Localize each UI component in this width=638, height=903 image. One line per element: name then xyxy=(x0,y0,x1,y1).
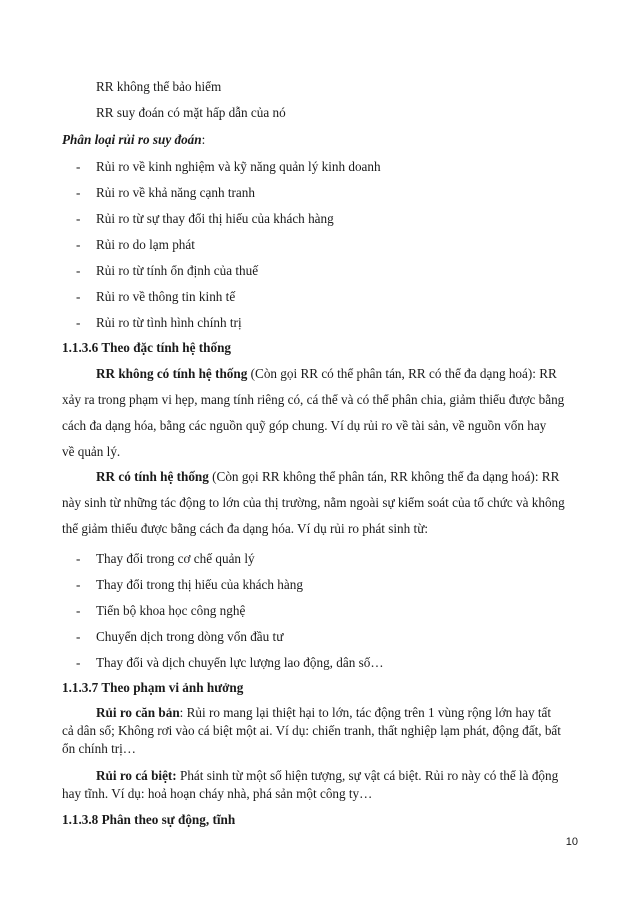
list-item: Thay đổi và dịch chuyển lực lượng lao động, dân số… xyxy=(96,655,384,670)
bullet-dash: - xyxy=(76,263,81,278)
bullet-dash: - xyxy=(76,159,81,174)
list-item: Rủi ro từ tính ổn định của thuế xyxy=(96,263,259,278)
bullet-dash: - xyxy=(76,185,81,200)
bullet-dash: - xyxy=(76,603,81,618)
page-number: 10 xyxy=(565,836,578,848)
list-item: Rủi ro do lạm phát xyxy=(96,237,195,252)
paragraph-line xyxy=(96,704,551,722)
list-item: Tiến bộ khoa học công nghệ xyxy=(96,603,246,618)
bullet-dash: - xyxy=(76,289,81,304)
speculative-heading xyxy=(62,131,205,149)
bullet-dash: - xyxy=(76,629,81,644)
speculative-heading-label: Phân loại rủi ro suy đoán xyxy=(62,132,202,147)
bullet-dash: - xyxy=(76,211,81,226)
bullet-dash: - xyxy=(76,315,81,330)
bullet-dash: - xyxy=(76,237,81,252)
bullet-dash: - xyxy=(76,655,81,670)
section-heading: 1.1.3.8 Phân theo sự động, tĩnh xyxy=(62,812,236,827)
list-item: Thay đổi trong cơ chế quản lý xyxy=(96,551,255,566)
term-definition: (Còn gọi RR có thể phân tán, RR có thể đa dạng hoá): RR xyxy=(247,366,557,381)
term-definition: (Còn gọi RR không thể phân tán, RR không thể đa dạng hoá): RR xyxy=(208,469,560,484)
paragraph-line: cả dân số; Không rơi vào cá biệt một ai. Ví dụ: chiến tranh, thất nghiệp lạm phát, động đất, bất xyxy=(62,723,561,738)
intro-line: RR suy đoán có mặt hấp dẫn của nó xyxy=(96,105,286,120)
paragraph-line: thể giảm thiểu được bằng cách đa dạng hóa. Ví dụ rủi ro phát sinh từ: xyxy=(62,521,429,536)
paragraph-line xyxy=(96,767,558,785)
paragraph-line: hay tĩnh. Ví dụ: hoả hoạn cháy nhà, phá sản một công ty… xyxy=(62,786,373,801)
list-item: Rủi ro từ sự thay đổi thị hiếu của khách hàng xyxy=(96,211,334,226)
paragraph-line: xảy ra trong phạm vi hẹp, mang tính riêng có, cá thể và có thể phân chia, giảm thiểu được bằng xyxy=(62,392,565,407)
list-item: Rủi ro về thông tin kinh tế xyxy=(96,289,236,304)
list-item: Rủi ro từ tình hình chính trị xyxy=(96,315,242,330)
list-item: Rủi ro về kinh nghiệm và kỹ năng quản lý kinh doanh xyxy=(96,159,381,174)
section-heading: 1.1.3.7 Theo phạm vi ảnh hưởng xyxy=(62,680,244,695)
speculative-heading-suffix: : xyxy=(201,132,206,147)
term: RR không có tính hệ thống xyxy=(96,366,248,381)
paragraph-line xyxy=(96,365,557,383)
bullet-dash: - xyxy=(76,577,81,592)
term-definition: : Rủi ro mang lại thiệt hại to lớn, tác động trên 1 vùng rộng lớn hay tất xyxy=(179,705,552,720)
term: Rủi ro căn bản xyxy=(96,705,180,720)
paragraph-line: ổn chính trị… xyxy=(62,741,136,756)
paragraph-line: về quản lý. xyxy=(62,444,121,459)
term-definition: Phát sinh từ một số hiện tượng, sự vật cá biệt. Rủi ro này có thể là động xyxy=(176,768,559,783)
intro-line: RR không thể bảo hiểm xyxy=(96,79,222,94)
paragraph-line xyxy=(96,468,559,486)
list-item: Rủi ro về khả năng cạnh tranh xyxy=(96,185,255,200)
paragraph-line: này sinh từ những tác động to lớn của thị trường, nằm ngoài sự kiểm soát của tổ chức và không xyxy=(62,495,565,510)
list-item: Chuyển dịch trong dòng vốn đầu tư xyxy=(96,629,284,644)
list-item: Thay đổi trong thị hiếu của khách hàng xyxy=(96,577,303,592)
bullet-dash: - xyxy=(76,551,81,566)
term: Rủi ro cá biệt: xyxy=(96,768,177,783)
term: RR có tính hệ thống xyxy=(96,469,209,484)
paragraph-line: cách đa dạng hóa, bằng các nguồn quỹ góp chung. Ví dụ rủi ro về tài sản, về nguồn vốn hay xyxy=(62,418,547,433)
section-heading: 1.1.3.6 Theo đặc tính hệ thống xyxy=(62,340,232,355)
